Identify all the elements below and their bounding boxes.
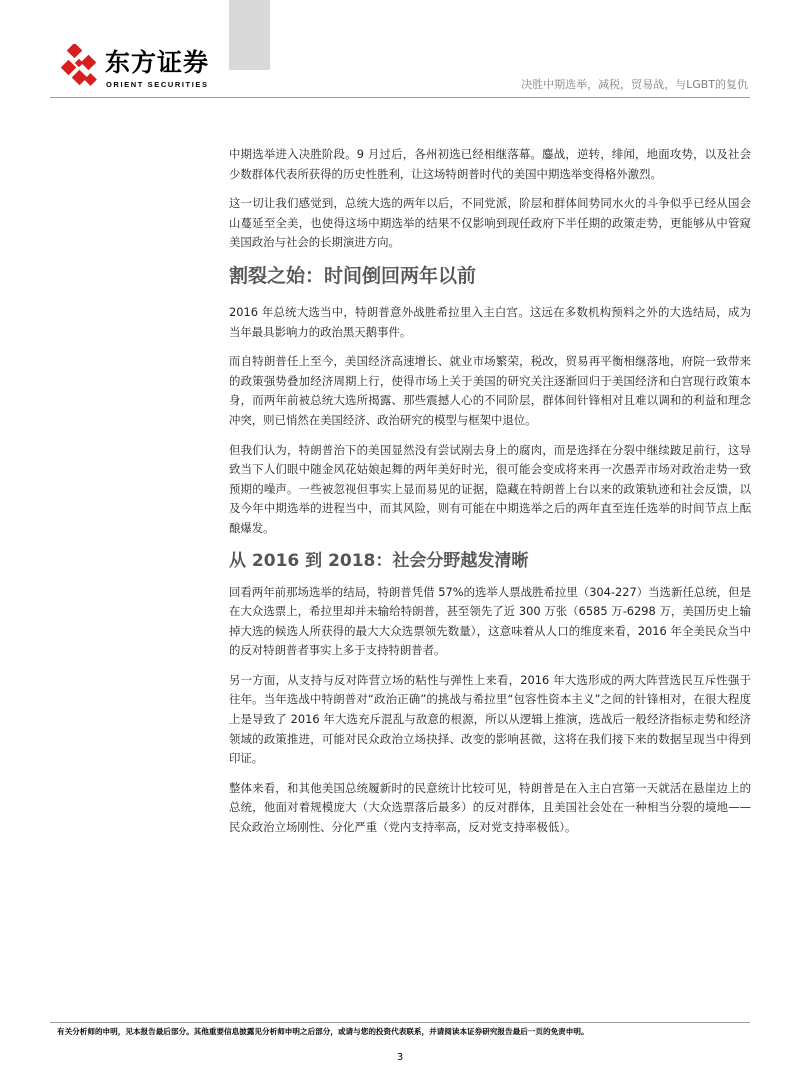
paragraph: 另一方面，从支持与反对阵营立场的粘性与弹性上来看，2016 年大选形成的两大阵营选民互斥性强于往年。当年选战中特朗普对“政治正确”的挑战与希拉里“包容性资本主义”之间的针锋相对，在很大程度上是导致了 2016 年大选充斥混乱与敌意的根源，所以从逻辑上推演，选战后一般经济指标走势和经济领域的政策推进，可能对民众政治立场抉择、改变的影响甚微，这将在我们接下来的数据呈现当中得到印证。 — [229, 672, 751, 766]
header-gray-bar — [229, 0, 270, 70]
section-heading: 割裂之始：时间倒回两年以前 — [229, 264, 477, 287]
brand-name-cn: 东方证券 — [105, 48, 210, 77]
paragraph: 2016 年总统大选当中，特朗普意外战胜希拉里入主白宫。这远在多数机构预料之外的大选结局，成为当年最具影响力的政治黑天鹅事件。 — [229, 304, 751, 339]
analyst-disclaimer: 有关分析师的申明，见本报告最后部分。其他重要信息披露见分析师申明之后部分，或请与您的投资代表联系，并请阅读本证券研究报告最后一页的免责申明。 — [57, 1027, 589, 1036]
footer-divider — [50, 1022, 750, 1023]
diamond-logo-icon — [55, 44, 103, 92]
paragraph: 而自特朗普任上至今，美国经济高速增长、就业市场繁荣，税改，贸易再平衡相继落地，府院一致带来的政策强势叠加经济周期上行，使得市场上关于美国的研究关注逐渐回归于美国经济和白宫现行政策本身，而两年前被总统大选所揭露、那些震撼人心的不同阶层，群体间针锋相对且难以调和的利益和理念冲突，则已悄然在美国经济、政治研究的模型与框架中退位。 — [229, 354, 751, 427]
paragraph: 但我们认为，特朗普治下的美国显然没有尝试剐去身上的腐肉，而是选择在分裂中继续跛足前行，这导致当下人们眼中随金风花姑娘起舞的两年美好时光，很可能会变成将来再一次愚弄市场对政治走势一致预期的噪声。一些被忽视但事实上显而易见的证据，隐藏在特朗普上台以来的政策轨迹和社会反馈，以及今年中期选举的进程当中，而其风险，则有可能在中期选举之后的两年直至连任选举的时间节点上酝酿爆发。 — [229, 442, 751, 535]
header-divider — [50, 97, 750, 98]
paragraph: 中期选举进入决胜阶段。9 月过后，各州初选已经相继落幕。鏖战，逆转，绯闻，地面攻势，以及社会少数群体代表所获得的历史性胜利，让这场特朗普时代的美国中期选举变得格外激烈。 — [229, 147, 751, 181]
section-heading: 从 2016 到 2018：社会分野越发清晰 — [229, 550, 529, 571]
paragraph: 整体来看，和其他美国总统履新时的民意统计比较可见，特朗普是在入主白宫第一天就活在悬崖边上的总统，他面对着规模庞大（大众选票落后最多）的反对群体，且美国社会处在一种相当分裂的境地——民众政治立场刚性、分化严重（党内支持率高，反对党支持率极低）。 — [229, 780, 751, 835]
orient-securities-logo — [55, 44, 220, 94]
report-body — [229, 145, 751, 848]
brand-name-en: ORIENT SECURITIES — [106, 80, 209, 89]
report-header-title: 决胜中期选举，减税，贸易战，与LGBT的复仇 — [521, 78, 748, 91]
page-number: 3 — [396, 1052, 404, 1063]
paragraph: 这一切让我们感觉到，总统大选的两年以后，不同党派，阶层和群体间势同水火的斗争似乎已经从国会山蔓延至全美，也使得这场中期选举的结果不仅影响到现任政府下半任期的政策走势，更能够从中管窥美国政治与社会的长期演进方向。 — [229, 196, 751, 250]
paragraph: 回看两年前那场选举的结局，特朗普凭借 57%的选举人票战胜希拉里（304-227）当选新任总统，但是在大众选票上，希拉里却并未输给特朗普，甚至领先了近 300 万张（6585 万-6298 万，美国历史上输掉大选的候选人所获得的最大大众选票领先数量），这意味着从人口的维度来看，2016 年全美民众当中的反对特朗普者事实上多于支持特朗普者。 — [229, 584, 751, 658]
